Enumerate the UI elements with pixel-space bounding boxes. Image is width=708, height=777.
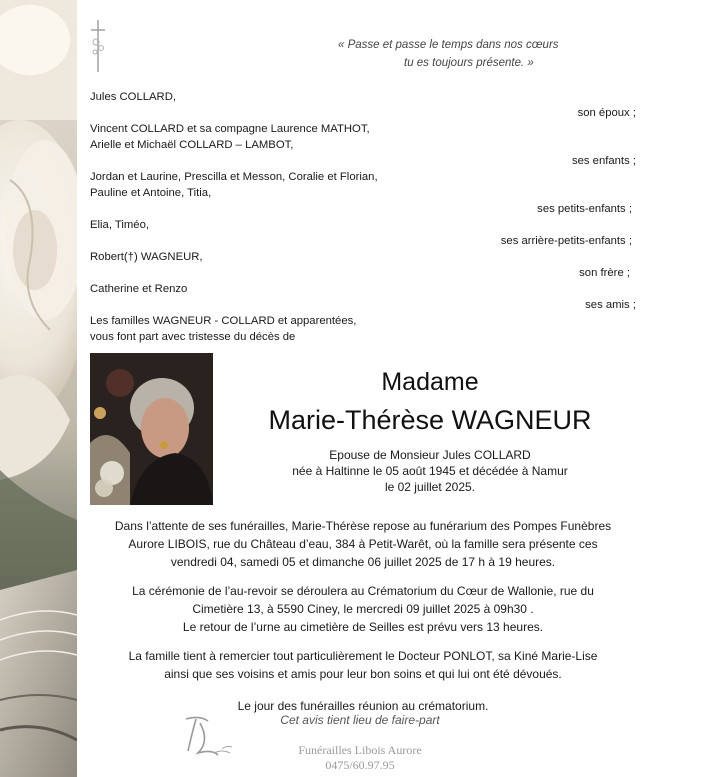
birth-death-line: née à Haltinne le 05 août 1945 et décédée à Namur [292, 464, 568, 478]
family-relation: son frère ; [579, 267, 630, 279]
paragraph-line: La famille tient à remercier tout particulièrement le Docteur PONLOT, sa Kiné Marie-Lise [128, 649, 598, 663]
family-relation: ses petits-enfants ; [537, 203, 632, 215]
deceased-name: Marie-Thérèse WAGNEUR [268, 405, 592, 435]
family-list [90, 89, 636, 345]
spouse-line: Epouse de Monsieur Jules COLLARD [329, 448, 531, 462]
family-relation: ses amis ; [585, 299, 636, 311]
announce-line-2: vous font part avec tristesse du décès de [90, 331, 296, 343]
family-relation: son époux ; [577, 107, 636, 119]
funeral-home-info [270, 743, 450, 773]
family-relation: ses arrière-petits-enfants ; [500, 235, 632, 247]
white-rose-decoration [0, 0, 77, 777]
deceased-details [250, 447, 610, 495]
family-names: Robert(†) WAGNEUR, [90, 251, 203, 263]
paragraph-line: Cimetière 13, à 5590 Ciney, le mercredi 09 juillet 2025 à 09h30 . [192, 602, 534, 616]
paragraph-line: La cérémonie de l’au-revoir se déroulera au Crématorium du Cœur de Wallonie, rue du [132, 584, 594, 598]
family-names: Elia, Timéo, [90, 219, 150, 231]
paragraph-line: vendredi 04, samedi 05 et dimanche 06 juillet 2025 de 17 h à 19 heures. [170, 555, 556, 569]
family-names: Vincent COLLARD et sa compagne Laurence MATHOT, [90, 123, 370, 135]
paragraph-line: ainsi que ses voisins et amis pour leur bon soins et qui lui ont été dévoués. [164, 667, 562, 681]
quote-line-1: « Passe et passe le temps dans nos cœurs [338, 39, 559, 51]
funeral-home-logo [178, 713, 238, 761]
family-names: Catherine et Renzo [90, 283, 188, 295]
quote-line-2: tu es toujours présente. » [404, 57, 534, 69]
announce-line-1: Les familles WAGNEUR - COLLARD et apparentées, [90, 315, 357, 327]
portrait-photo [90, 353, 213, 505]
ceremony-paragraph [90, 582, 636, 636]
paragraph-line: Dans l’attente de ses funérailles, Marie-Thérèse repose au funérarium des Pompes Funèbres [114, 519, 612, 533]
paragraph-line: Le retour de l’urne au cimetière de Seilles est prévu vers 13 heures. [182, 620, 544, 634]
thanks-paragraph [90, 647, 636, 683]
funeral-home-phone: 0475/60.97.95 [325, 758, 395, 772]
funeral-home-name: Funérailles Libois Aurore [298, 743, 422, 757]
visitation-paragraph [90, 517, 636, 571]
epigraph-quote [330, 36, 570, 72]
reunion-line: Le jour des funérailles réunion au crématorium. [237, 699, 489, 713]
cross-icon [88, 18, 108, 74]
family-names: Jordan et Laurine, Prescilla et Messon, Coralie et Florian, [90, 171, 378, 183]
family-relation: ses enfants ; [571, 155, 636, 167]
paragraph-line: Aurore LIBOIS, rue du Château d’eau, 384 à Petit-Warêt, où la famille sera présente ces [128, 537, 598, 551]
family-names: Pauline et Antoine, Titia, [90, 187, 212, 199]
death-date-line: le 02 juillet 2025. [384, 480, 476, 494]
family-names: Jules COLLARD, [90, 91, 177, 103]
notice-line: Cet avis tient lieu de faire-part [280, 713, 440, 727]
deceased-title: Madame [381, 368, 479, 396]
family-names: Arielle et Michaël COLLARD – LAMBOT, [90, 139, 294, 151]
